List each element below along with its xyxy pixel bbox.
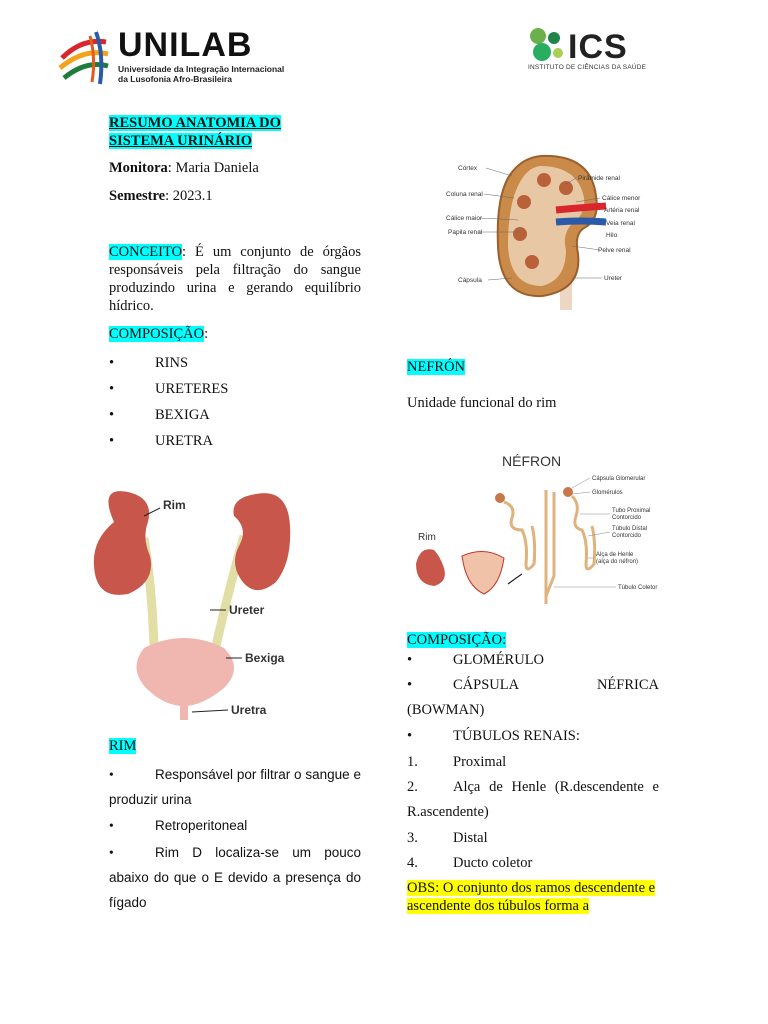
bullet: • xyxy=(407,677,413,693)
label-glomerulos: Glomérulos xyxy=(592,490,623,496)
rim-label: RIM xyxy=(109,738,137,754)
bullet: • xyxy=(109,381,115,397)
label-alca-nefron: (alça do néfron) xyxy=(596,559,639,565)
conceito-label: CONCEITO xyxy=(109,244,183,260)
ics-logo-icon xyxy=(528,26,568,62)
composicao-heading xyxy=(109,326,208,343)
organ-rins: RINS xyxy=(155,355,189,371)
rim-item xyxy=(109,813,361,838)
label-cortex: Córtex xyxy=(458,165,478,172)
item-number: 3. xyxy=(407,830,418,846)
list-item xyxy=(407,648,659,673)
bullet: • xyxy=(109,818,114,833)
urethra-shape xyxy=(180,704,188,720)
bullet: • xyxy=(109,407,115,423)
item-capsula-nefrica: CÁPSULA NÉFRICA (BOWMAN) xyxy=(407,677,659,718)
label-papila-renal: Papila renal xyxy=(448,229,483,236)
conceito-text: : É um conjunto de órgãos responsáveis pela filtração do sangue produzindo urina e gerando equilíbrio hídrico. xyxy=(109,244,361,314)
semester-label: Semestre xyxy=(109,188,166,204)
label-ureter-kidney: Ureter xyxy=(604,275,623,282)
small-kidney-shape xyxy=(416,549,445,586)
item-tubulos-renais: TÚBULOS RENAIS: xyxy=(453,728,580,744)
label-capsula: Cápsula xyxy=(458,277,482,284)
nefron-figure-rim: Rim xyxy=(418,532,436,543)
bullet: • xyxy=(109,433,115,449)
item-glomerulo: GLOMÉRULO xyxy=(453,652,545,668)
semester-line xyxy=(109,188,213,205)
organ-uretra: URETRA xyxy=(155,433,213,449)
label-bexiga: Bexiga xyxy=(245,651,285,665)
ics-subtitle: INSTITUTO DE CIÊNCIAS DA SAÚDE xyxy=(528,64,647,71)
kidney-slice-shape xyxy=(462,551,504,594)
bullet: • xyxy=(407,652,413,668)
monitor-value: : Maria Daniela xyxy=(167,160,259,176)
label-pelve-renal: Pelve renal xyxy=(598,247,631,254)
label-alca-henle: Alça de Henle xyxy=(596,552,634,558)
obs-note xyxy=(407,879,659,915)
item-text: Distal xyxy=(453,830,488,846)
label-hilo: Hilo xyxy=(606,232,618,239)
nefron-label: NEFRÓN xyxy=(407,359,466,375)
bullet: • xyxy=(109,355,115,371)
label-tubulo-coletor: Túbulo Coletor xyxy=(618,585,658,591)
label-calice-maior: Cálice maior xyxy=(446,215,483,222)
label-veia-renal: Veia renal xyxy=(606,220,635,227)
conceito-paragraph xyxy=(109,243,361,315)
label-rim: Rim xyxy=(163,498,186,512)
numbered-item xyxy=(407,851,659,876)
organ-bexiga: BEXIGA xyxy=(155,407,210,423)
item-number: 1. xyxy=(407,754,418,770)
numbered-item xyxy=(407,775,659,825)
rim-heading xyxy=(109,738,136,755)
rim-item-text: Responsável por filtrar o sangue e produzir urina xyxy=(109,767,361,807)
rim-item-text: Rim D localiza-se um pouco abaixo do que o E devido a presença do fígado xyxy=(109,845,361,910)
document-title-text: RESUMO ANATOMIA DO SISTEMA URINÁRIO xyxy=(109,115,281,149)
unilab-subtitle-2: da Lusofonia Afro-Brasileira xyxy=(118,74,232,84)
renal-artery-shape xyxy=(556,206,606,210)
bullet: • xyxy=(407,728,413,744)
kidney-cross-section-illustration xyxy=(416,150,686,320)
list-item xyxy=(407,724,659,749)
label-capsula-glomerular: Cápsula Glomerular xyxy=(592,476,646,482)
bullet: • xyxy=(109,767,114,782)
monitor-label: Monitora xyxy=(109,160,168,176)
label-tubo-proximal-2: Contorcido xyxy=(612,515,642,521)
semester-value: : 2023.1 xyxy=(165,188,213,204)
item-text: Ducto coletor xyxy=(453,855,533,871)
label-arteria-renal: Artéria renal xyxy=(604,207,640,214)
left-kidney-shape xyxy=(94,491,151,595)
unilab-subtitle-1: Universidade da Integração Internacional xyxy=(118,64,285,74)
label-calice-menor: Cálice menor xyxy=(602,195,641,202)
composicao-label: COMPOSIÇÃO xyxy=(109,326,205,342)
ics-name: ICS xyxy=(568,28,628,66)
item-text: Proximal xyxy=(453,754,507,770)
label-tubulo-distal: Túbulo Distal xyxy=(612,526,648,532)
label-ureter: Ureter xyxy=(229,603,265,617)
organ-ureteres: URETERES xyxy=(155,381,229,397)
list-item xyxy=(109,355,188,372)
label-tubulo-distal-2: Contorcido xyxy=(612,533,642,539)
composicao-colon: : xyxy=(204,326,209,342)
nefron-figure-title: NÉFRON xyxy=(502,453,562,469)
nefron-description: Unidade funcional do rim xyxy=(407,395,557,411)
rim-item xyxy=(109,762,361,812)
label-coluna-renal: Coluna renal xyxy=(446,191,483,198)
rim-item-text: Retroperitoneal xyxy=(155,818,248,833)
monitor-line xyxy=(109,160,259,177)
numbered-item xyxy=(407,750,659,775)
rim-item xyxy=(109,840,361,915)
document-title xyxy=(109,114,309,150)
item-text: Alça de Henle (R.descendente e R.ascendente) xyxy=(407,779,659,820)
composicao-right-label: COMPOSIÇÃO: xyxy=(407,632,507,648)
nephron-illustration xyxy=(404,446,666,616)
right-kidney-shape xyxy=(233,493,290,590)
urinary-system-illustration xyxy=(84,478,304,728)
list-item xyxy=(407,673,659,723)
numbered-item xyxy=(407,826,659,851)
list-item xyxy=(109,433,213,450)
composicao-right-heading xyxy=(407,632,506,649)
bullet: • xyxy=(109,845,114,860)
list-item xyxy=(109,407,210,424)
list-item xyxy=(109,381,228,398)
obs-text: OBS: O conjunto dos ramos descendente e ascendente dos túbulos forma a xyxy=(407,880,656,914)
nefron-heading xyxy=(407,359,465,376)
bladder-shape xyxy=(136,638,234,706)
label-piramide-renal: Pirâmide renal xyxy=(578,175,620,182)
item-number: 4. xyxy=(407,855,418,871)
item-number: 2. xyxy=(407,779,418,795)
unilab-name: UNILAB xyxy=(118,26,253,64)
label-tubo-proximal: Tubo Proximal xyxy=(612,508,651,514)
renal-vein-shape xyxy=(556,221,606,222)
label-uretra: Uretra xyxy=(231,703,267,717)
